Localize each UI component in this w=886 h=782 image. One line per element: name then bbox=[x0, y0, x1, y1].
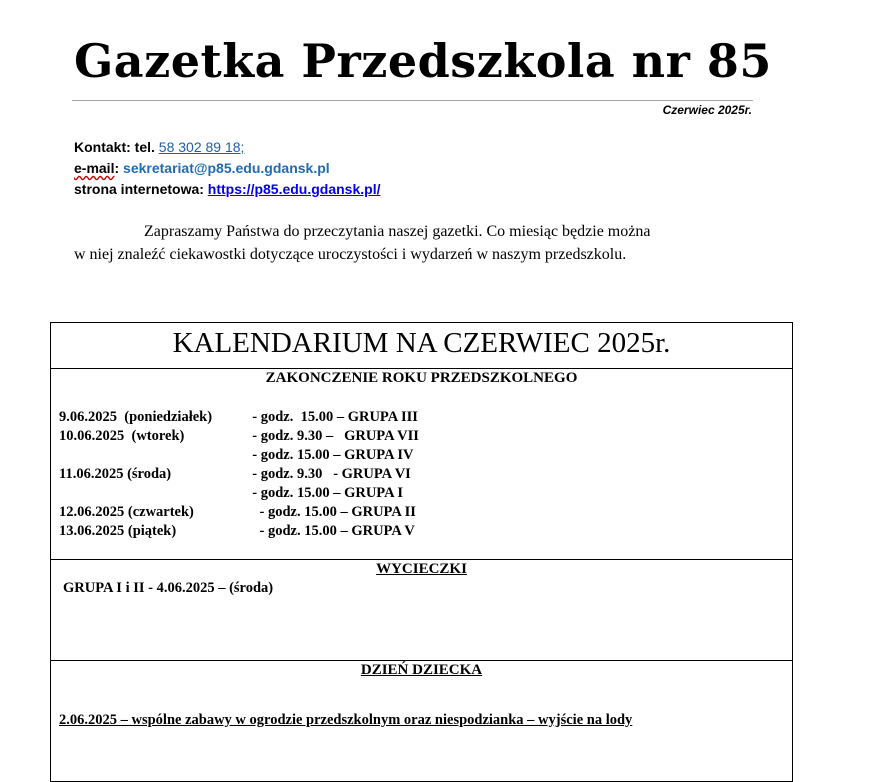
newsletter-title: Gazetka Przedszkola nr 85 bbox=[74, 34, 772, 88]
schedule-row bbox=[59, 503, 792, 522]
schedule-info: - godz. 15.00 – GRUPA I bbox=[245, 485, 404, 501]
schedule-date: 9.06.2025 (poniedziałek) bbox=[59, 409, 213, 425]
phone-label: Kontakt: tel. bbox=[74, 139, 155, 155]
schedule-row bbox=[59, 465, 792, 484]
email-label: e-mail bbox=[74, 160, 115, 176]
schedule-date: 13.06.2025 (piątek) bbox=[59, 523, 177, 539]
phone-link[interactable]: 58 302 89 18; bbox=[158, 139, 245, 155]
email-label-colon: : bbox=[114, 160, 120, 176]
website-link[interactable]: https://p85.edu.gdansk.pl/ bbox=[207, 181, 381, 197]
childrens-day-section bbox=[51, 661, 793, 782]
schedule-date bbox=[59, 446, 245, 465]
schedule-row bbox=[59, 427, 792, 446]
schedule-info: - godz. 9.30 - GRUPA VI bbox=[245, 466, 411, 482]
email-line bbox=[74, 158, 380, 179]
schedule-date: 11.06.2025 (środa) bbox=[59, 466, 172, 482]
schedule-row bbox=[59, 408, 792, 427]
childrens-day-title bbox=[51, 661, 792, 678]
childrens-day-text: 2.06.2025 – wspólne zabawy w ogrodzie przedszkolnym oraz niespodzianka – wyjście na lody bbox=[59, 712, 633, 728]
end-of-year-section bbox=[51, 369, 793, 560]
schedule-info: - godz. 15.00 – GRUPA V bbox=[245, 523, 415, 539]
schedule-info: - godz. 15.00 – GRUPA IV bbox=[245, 447, 414, 463]
calendar-table bbox=[50, 322, 793, 782]
trips-title bbox=[51, 560, 792, 577]
title-divider bbox=[72, 100, 753, 101]
website-line bbox=[74, 179, 380, 200]
end-of-year-title: ZAKONCZENIE ROKU PRZEDSZKOLNEGO bbox=[265, 370, 578, 386]
intro-line-2: w niej znaleźć ciekawostki dotyczące uroczystości i wydarzeń w naszym przedszkolu. bbox=[74, 246, 627, 263]
schedule-row bbox=[59, 522, 792, 541]
schedule-date: 12.06.2025 (czwartek) bbox=[59, 504, 194, 520]
schedule-info: - godz. 9.30 – GRUPA VII bbox=[245, 428, 419, 444]
intro-line-1: Zapraszamy Państwa do przeczytania naszej gazetki. Co miesiąc będzie można bbox=[144, 223, 651, 240]
trips-title-text: WYCIECZKI bbox=[376, 561, 467, 577]
childrens-day-title-text: DZIEŃ DZIECKA bbox=[360, 662, 483, 678]
trip-entry: GRUPA I i II - 4.06.2025 – (środa) bbox=[63, 580, 274, 596]
issue-date: Czerwiec 2025r. bbox=[662, 103, 752, 117]
schedule-row bbox=[59, 484, 792, 503]
website-label: strona internetowa: bbox=[74, 181, 204, 197]
email-link[interactable]: sekretariat@p85.edu.gdansk.pl bbox=[123, 160, 330, 176]
phone-line bbox=[74, 137, 380, 158]
schedule-date: 10.06.2025 (wtorek) bbox=[59, 428, 185, 444]
end-of-year-schedule bbox=[51, 386, 792, 541]
childrens-day-entry bbox=[51, 678, 792, 772]
intro-paragraph bbox=[74, 220, 724, 266]
schedule-date bbox=[59, 484, 245, 503]
schedule-row bbox=[59, 446, 792, 465]
contact-block bbox=[74, 137, 380, 200]
schedule-info: - godz. 15.00 – GRUPA II bbox=[245, 504, 416, 520]
calendar-title: KALENDARIUM NA CZERWIEC 2025r. bbox=[51, 323, 793, 369]
schedule-info: - godz. 15.00 – GRUPA III bbox=[245, 409, 418, 425]
trips-section bbox=[51, 560, 793, 661]
